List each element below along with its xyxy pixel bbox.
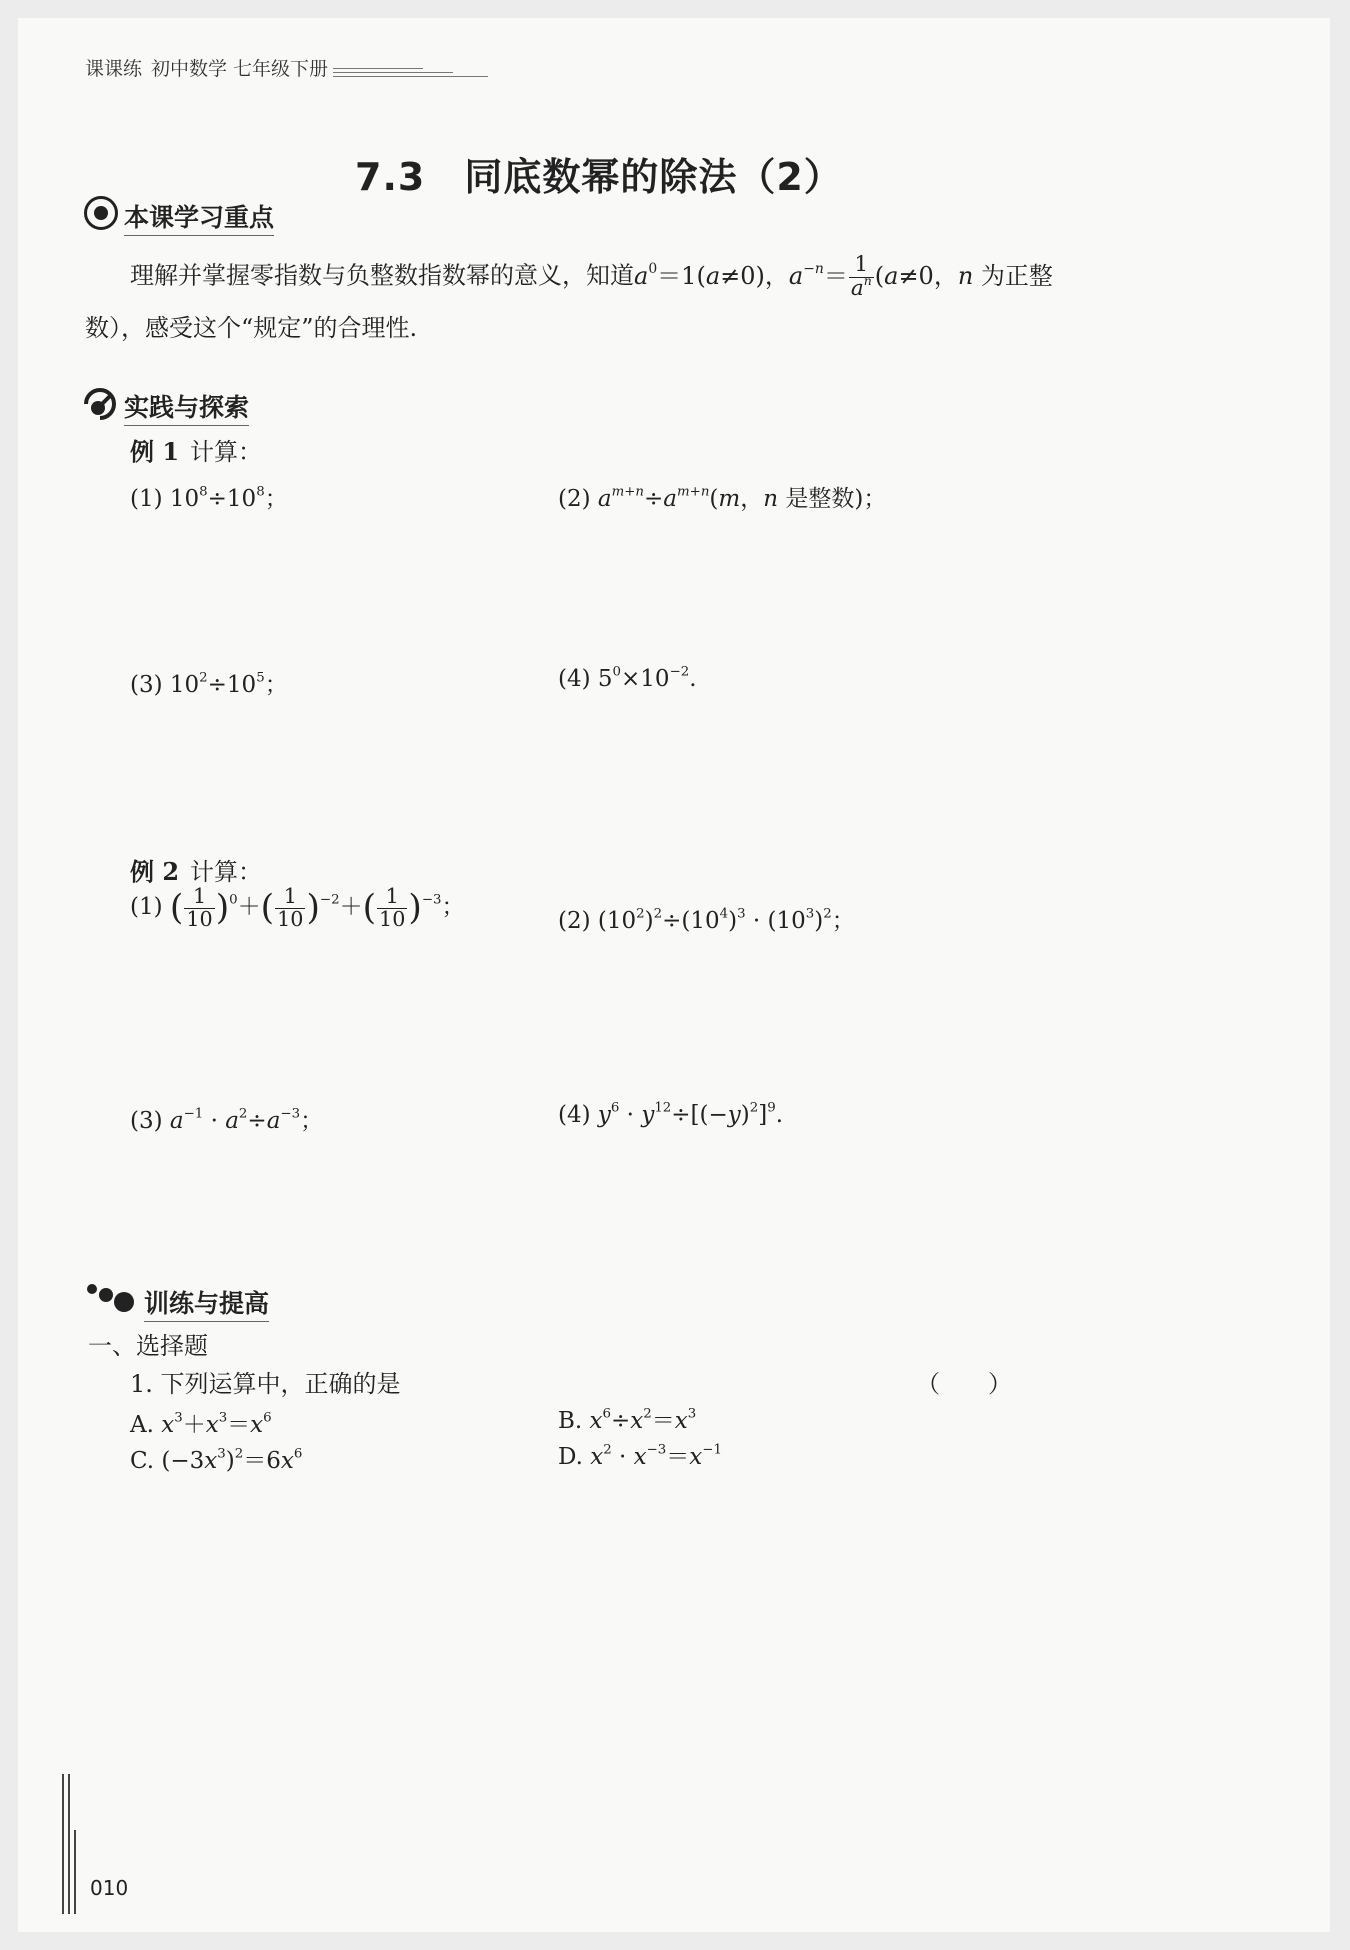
option-c[interactable]: C. $(-3x^3)^2=6x^6$ [130,1446,303,1474]
choice-section-title: 一、选择题 [88,1332,208,1360]
example2-item-2: (2) $(10^2)^2\div(10^4)^3 \cdot (10^3)^2$； [558,906,855,934]
header-series: 课课练 [85,58,143,80]
page-number: 010 [90,1876,129,1900]
practice-heading: 实践与探索 [124,388,249,426]
example1-item-1: (1) $10^8\div 10^8$； [130,484,288,512]
example2-item-3: (3) $a^{-1} \cdot a^2\div a^{-3}$； [130,1106,324,1134]
header-subject: 初中数学 [151,58,228,80]
training-heading: 训练与提高 [144,1284,269,1322]
page [18,18,1330,1932]
focus-text-continued: 数），感受这个“规定”的合理性. [85,314,418,342]
example1-item-3: (3) $10^2\div 10^5$； [130,670,288,698]
option-b[interactable]: B. $x^6\div x^2=x^3$ [558,1406,697,1434]
answer-blank: （ ） [916,1370,1012,1398]
header-decoration [333,68,533,80]
margin-decoration [62,1774,82,1914]
option-a[interactable]: A. $x^3+x^3=x^6$ [130,1410,272,1438]
dots-icon [84,1280,144,1316]
example2-item-4: (4) $y^6 \cdot y^{12}\div[(-y)^2]^9$. [558,1100,784,1128]
page-title: 7.3 同底数幂的除法（2） [355,155,843,199]
focus-heading: 本课学习重点 [124,198,274,236]
option-d[interactable]: D. $x^2 \cdot x^{-3}=x^{-1}$ [558,1442,722,1470]
example2-instruction: 计算： [190,858,262,886]
question-1: 1. 下列运算中，正确的是 [130,1370,401,1398]
focus-text [130,254,1053,300]
example1-instruction: 计算： [190,438,262,466]
example2-label: 例 2 [130,857,180,886]
example1-label: 例 1 [130,437,180,466]
example1-item-2: (2) $a^{m+n}\div a^{m+n}(m$，n 是整数)； [558,484,887,512]
header-grade: 七年级下册 [233,58,329,80]
focus-formula: $a^0=1(a\ne 0)$，$a^{-n}=$ $\frac{1}{a^n}$ (a≠0，n 为正整 [634,252,1053,301]
example2-item-1: (1) ( $\frac{1}{10}$ )$^0$＋( $\frac{1}{10}$ )$^{-2}$＋( $\frac{1}{10}$ )$^{-3}$； [130,884,465,931]
example1-item-4: (4) $5^0\times 10^{-2}$. [558,664,697,692]
target-icon [84,196,118,230]
compass-icon [82,386,118,422]
focus-text-intro: 理解并掌握零指数与负整数指数幂的意义，知道 [130,261,634,290]
